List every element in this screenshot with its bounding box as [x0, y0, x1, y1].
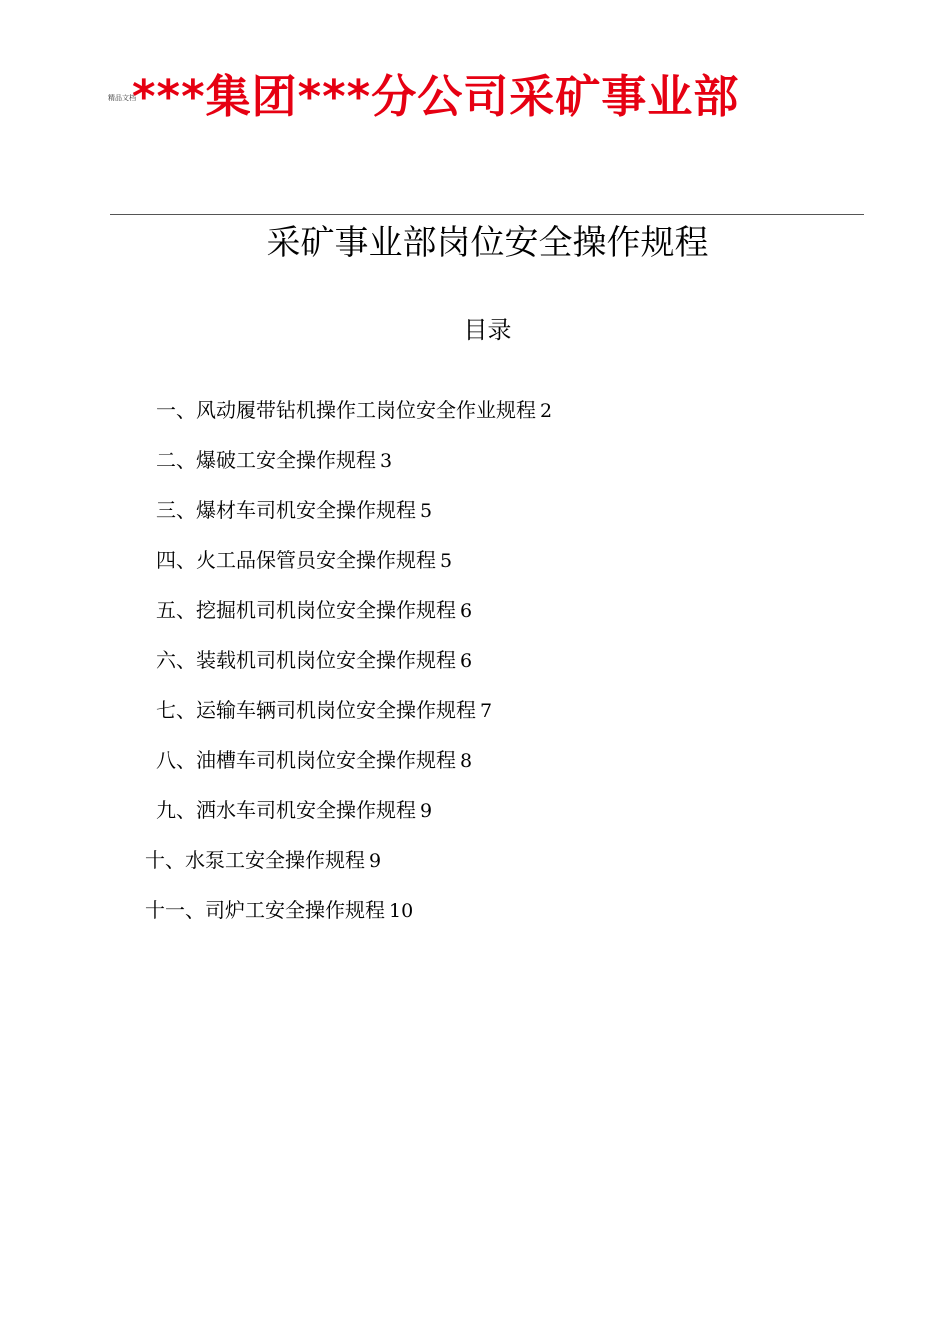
- toc-entry[interactable]: [156, 744, 472, 773]
- toc-entry-page: 5: [420, 500, 433, 522]
- toc-heading: 目录: [463, 316, 512, 344]
- toc-entry-label: 八、油槽车司机岗位安全操作规程: [156, 748, 456, 772]
- toc-entry-page: 10: [389, 900, 414, 922]
- toc-entry-page: 9: [369, 850, 382, 872]
- toc-entry[interactable]: [156, 544, 452, 573]
- toc-entry[interactable]: [156, 794, 432, 823]
- toc-entry-label: 七、运输车辆司机岗位安全操作规程: [156, 698, 476, 722]
- toc-entry[interactable]: [156, 394, 552, 423]
- toc-entry[interactable]: [156, 694, 492, 723]
- toc-entry[interactable]: [156, 494, 432, 523]
- toc-entry-page: 3: [380, 450, 393, 472]
- watermark-text: 精品文档: [108, 94, 136, 102]
- toc-entry-label: 十、水泵工安全操作规程: [145, 848, 365, 872]
- toc-entry-page: 5: [440, 550, 453, 572]
- toc-entry[interactable]: [145, 844, 381, 873]
- toc-entry-label: 二、爆破工安全操作规程: [156, 448, 376, 472]
- document-title: 采矿事业部岗位安全操作规程: [266, 223, 709, 263]
- toc-entry-label: 五、挖掘机司机岗位安全操作规程: [156, 598, 456, 622]
- toc-entry-page: 2: [540, 400, 553, 422]
- toc-entry-page: 7: [480, 700, 493, 722]
- toc-entry-label: 九、洒水车司机安全操作规程: [156, 798, 416, 822]
- toc-entry-label: 四、火工品保管员安全操作规程: [156, 548, 436, 572]
- toc-entry-page: 6: [460, 650, 473, 672]
- toc-entry-label: 六、装载机司机岗位安全操作规程: [156, 648, 456, 672]
- toc-entry[interactable]: [156, 444, 392, 473]
- toc-entry-page: 9: [420, 800, 433, 822]
- toc-entry-page: 8: [460, 750, 473, 772]
- toc-entry-label: 一、风动履带钻机操作工岗位安全作业规程: [156, 398, 536, 422]
- toc-entry[interactable]: [156, 644, 472, 673]
- toc-entry[interactable]: [145, 894, 413, 923]
- toc-entry-label: 十一、司炉工安全操作规程: [145, 898, 385, 922]
- organization-header: ***集团***分公司采矿事业部: [132, 70, 740, 123]
- toc-entry-page: 6: [460, 600, 473, 622]
- toc-entry[interactable]: [156, 594, 472, 623]
- toc-entry-label: 三、爆材车司机安全操作规程: [156, 498, 416, 522]
